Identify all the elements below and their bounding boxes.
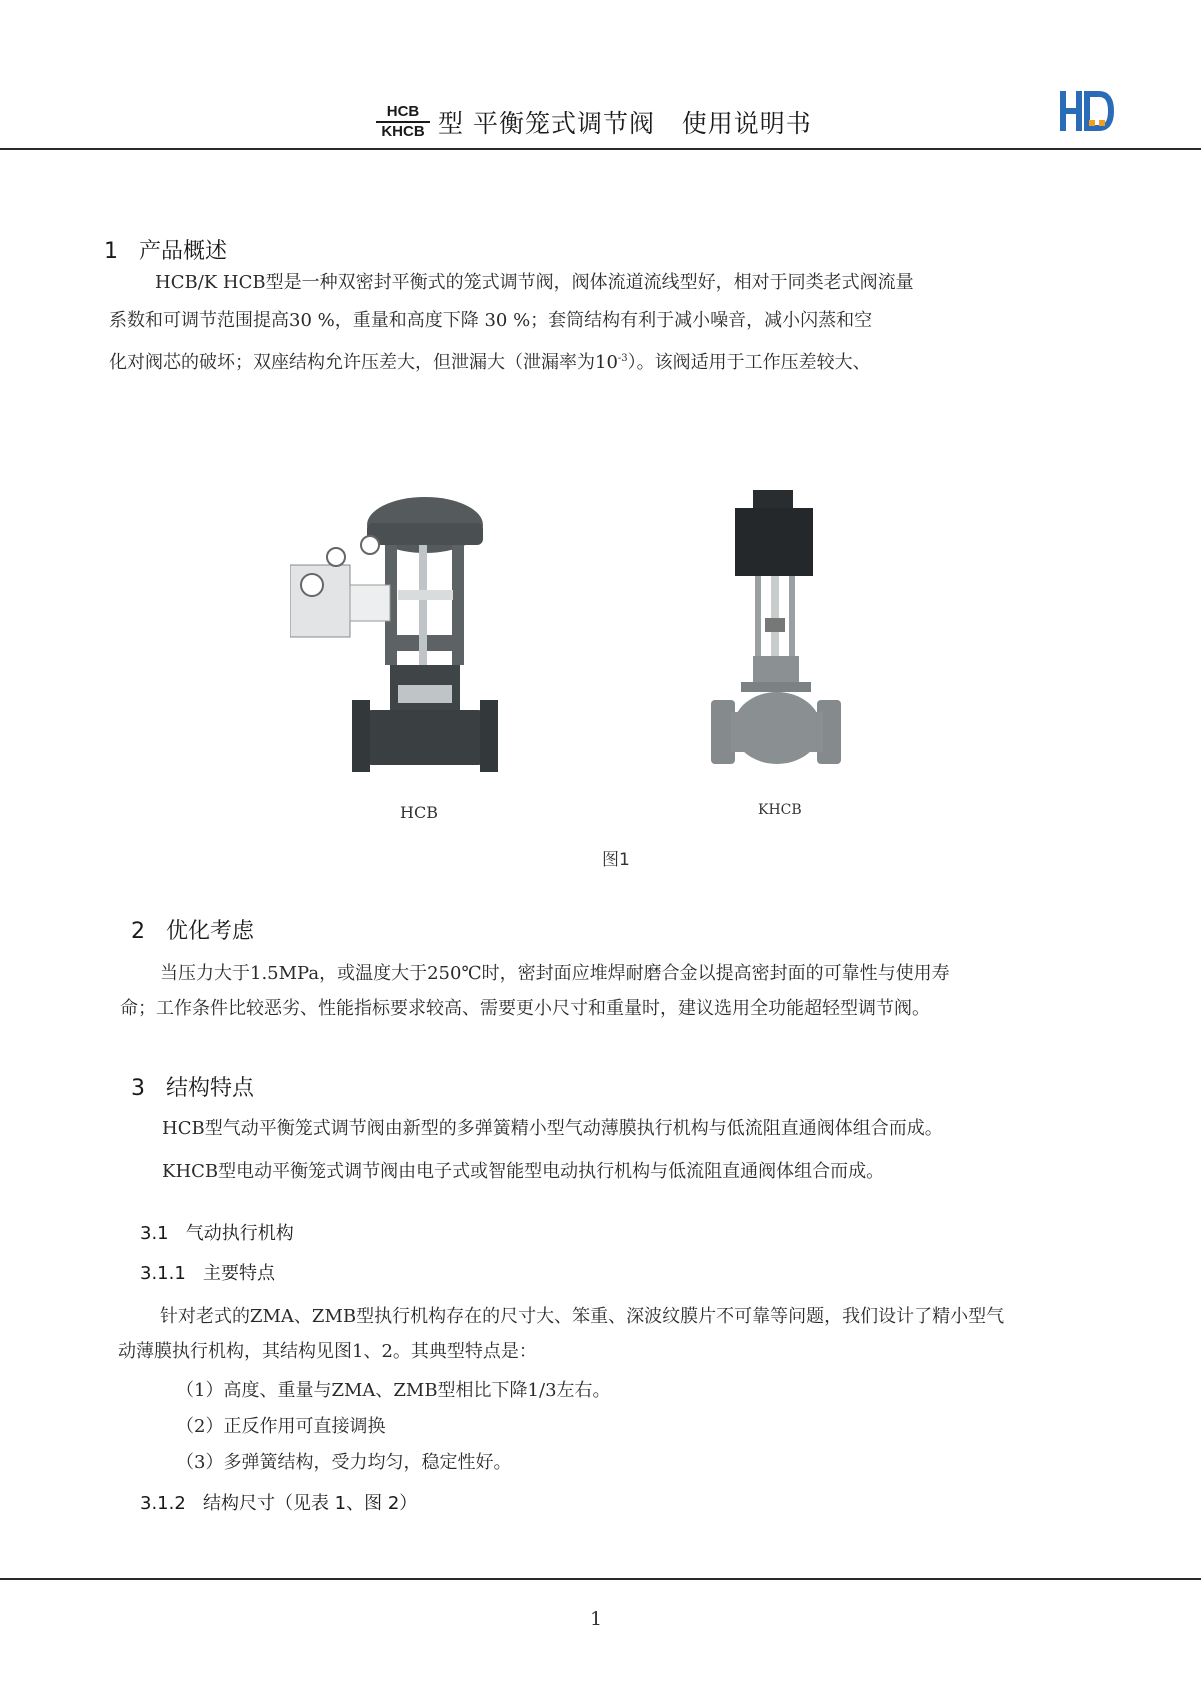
section-1-line-3-text: 化对阀芯的破坏；双座结构允许压差大，但泄漏大（泄漏率为10 [109,352,618,373]
para-3-1-1-line-1: 针对老式的ZMA、ZMB型执行机构存在的尺寸大、笨重、深波纹膜片不可靠等问题，我们设计了精小型气 [160,1306,1005,1327]
section-1-line-2: 系数和可调节范围提高30 %，重量和高度下降 30 %；套筒结构有利于减小噪音，减小闪蒸和空 [109,310,873,331]
header-rule [0,148,1201,150]
footer-rule [0,1578,1201,1580]
superscript-exponent: -3 [617,353,628,364]
figure-caption-hcb: HCB [400,803,438,822]
hcb-valve-image [290,485,505,775]
feature-item: （3）多弹簧结构，受力均匀，稳定性好。 [176,1452,512,1473]
section-1-heading: 1 产品概述 [104,239,227,264]
section-1-line-3 [109,340,871,382]
subsection-3-1-2-heading: 3.1.2 结构尺寸（见表 1、图 2） [140,1493,418,1514]
section-3-line-2: KHCB型电动平衡笼式调节阀由电子式或智能型电动执行机构与低流阻直通阀体组合而成。 [162,1161,885,1182]
khcb-valve-image [705,488,855,778]
figure-title: 图1 [602,850,630,870]
section-2-heading: 2 优化考虑 [131,919,254,944]
model-stack [376,104,430,140]
section-3-heading: 3 结构特点 [131,1076,254,1101]
model-bottom: KHCB [381,123,425,140]
subsection-3-1-1-heading: 3.1.1 主要特点 [140,1263,275,1284]
hd-logo-icon [1059,90,1115,132]
model-top: HCB [376,104,430,123]
subsection-3-1-heading: 3.1 气动执行机构 [140,1223,294,1244]
para-3-1-1-line-2: 动薄膜执行机构，其结构见图1、2。其典型特点是： [118,1341,537,1362]
page-header [0,0,1201,150]
section-2-line-2: 命；工作条件比较恶劣、性能指标要求较高、需要更小尺寸和重量时，建议选用全功能超轻型调节阀。 [120,998,930,1019]
section-2-line-1: 当压力大于1.5MPa，或温度大于250℃时，密封面应堆焊耐磨合金以提高密封面的可靠性与使用寿 [160,963,950,984]
section-1-line-3-end: ）。该阀适用于工作压差较大、 [627,352,871,373]
header-title: 型 平衡笼式调节阀 使用说明书 [438,109,812,138]
figure-caption-khcb: KHCB [758,802,802,818]
section-3-line-1: HCB型气动平衡笼式调节阀由新型的多弹簧精小型气动薄膜执行机构与低流阻直通阀体组合而成。 [162,1118,943,1139]
feature-item: （1）高度、重量与ZMA、ZMB型相比下降1/3左右。 [176,1380,611,1401]
section-1-line-1: HCB/K HCB型是一种双密封平衡式的笼式调节阀，阀体流道流线型好，相对于同类老式阀流量 [155,272,914,293]
page-number: 1 [590,1608,603,1630]
feature-item: （2）正反作用可直接调换 [176,1416,386,1437]
